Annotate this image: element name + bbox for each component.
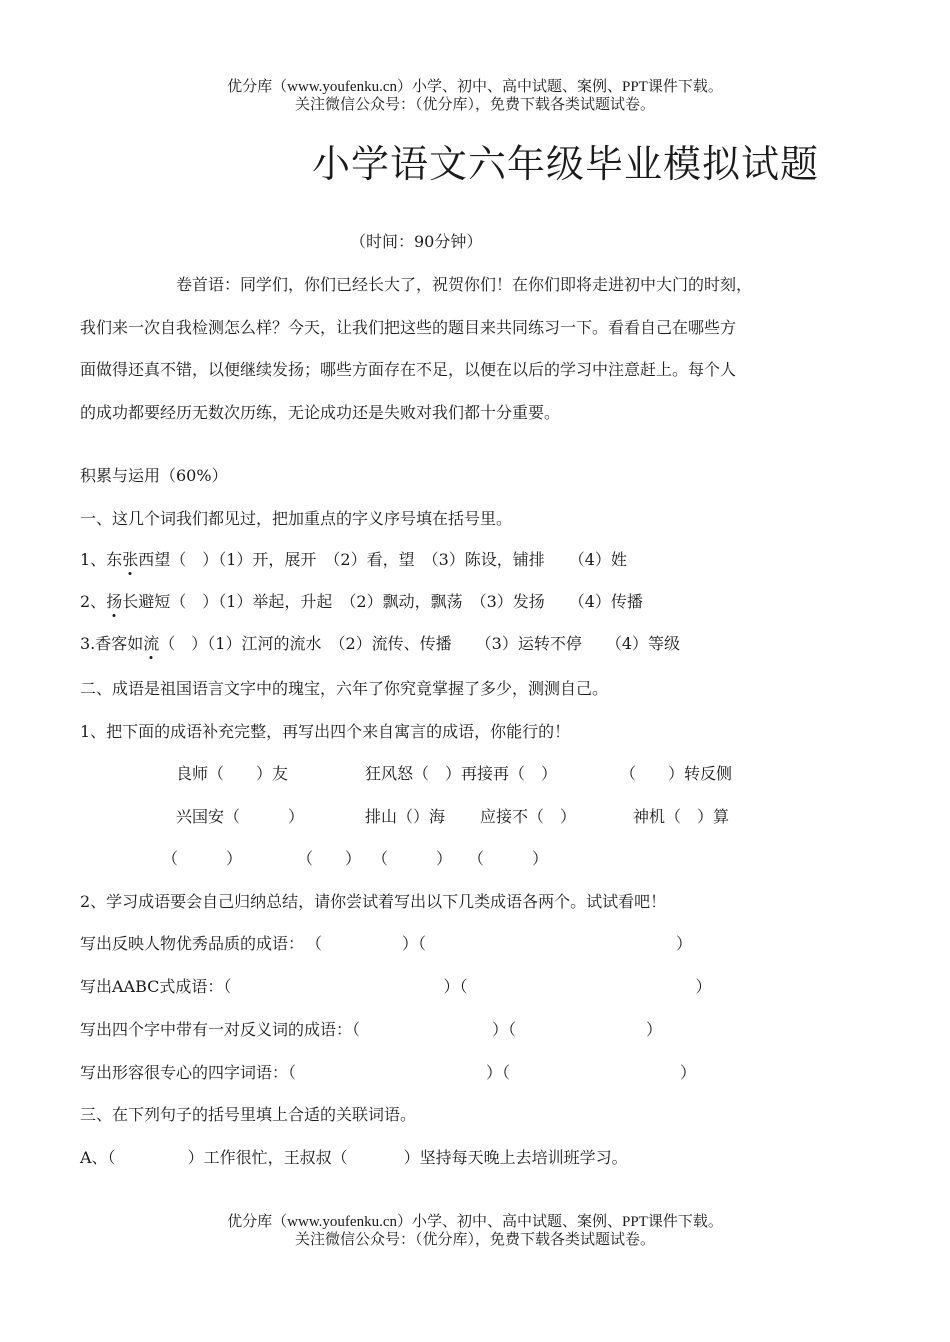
q2-sub1: 1、把下面的成语补充完整，再写出四个来自寓言的成语，你能行的！ xyxy=(80,722,571,741)
intro-line-1: 卷首语：同学们，你们已经长大了，祝贺你们！在你们即将走进初中大门的时刻， xyxy=(176,275,753,294)
header-line-1: 优分库（www.youfenku.cn）小学、初中、高中试题、案例、PPT课件下载。 xyxy=(227,79,723,95)
exam-time: （时间：90分钟） xyxy=(350,232,483,251)
fable-blank: （ ） xyxy=(162,849,243,868)
idiom-item: 神机（ ）算 xyxy=(633,807,730,826)
idiom-item: 排山（）海 xyxy=(365,807,446,826)
q1-item-post: 西望（ ）（1）开，展开 （2）看，望 （3）陈设，铺排 （4）姓 xyxy=(138,550,627,569)
fable-blank: （ ） xyxy=(468,849,549,868)
q1-item xyxy=(80,634,680,654)
section-heading: 积累与运用（60%） xyxy=(80,466,228,485)
emphasized-char: 张 xyxy=(122,550,139,569)
idiom-item: 良师（ ）友 xyxy=(176,764,289,783)
category-row: 写出反映人物优秀品质的成语： （ ）（ ） xyxy=(80,934,693,953)
fable-blank: （ ） xyxy=(372,849,453,868)
idiom-item: 应接不（ ） xyxy=(480,807,577,826)
category-row: 写出形容很专心的四字词语：（ ）（ ） xyxy=(80,1063,697,1082)
q1-item xyxy=(80,550,627,570)
q3-title: 三、在下列句子的括号里填上合适的关联词语。 xyxy=(80,1105,417,1124)
category-row: 写出四个字中带有一对反义词的成语：（ ）（ ） xyxy=(80,1020,663,1039)
idiom-item: （ ）转反侧 xyxy=(620,764,733,783)
idiom-item: 兴国安（ ） xyxy=(176,807,305,826)
page-header xyxy=(0,78,950,114)
category-label: 写出形容很专心的四字词语： xyxy=(80,1063,289,1082)
q3-item-a xyxy=(80,1148,628,1168)
page-title: 小学语文六年级毕业模拟试题 xyxy=(312,142,820,186)
footer-line-2: 关注微信公众号：（优分库），免费下载各类试题试卷。 xyxy=(294,1232,655,1248)
q3-a-part1: A、（ xyxy=(80,1148,116,1167)
q1-item-pre: 3.香客如 xyxy=(80,634,144,653)
q1-item-pre: 1、东 xyxy=(80,550,123,569)
header-line-2: 关注微信公众号：（优分库），免费下载各类试题试卷。 xyxy=(294,97,655,113)
fable-blank: （ ） xyxy=(297,849,362,868)
emphasized-char: 扬 xyxy=(106,592,123,611)
category-label: 写出反映人物优秀品质的成语： xyxy=(80,934,305,953)
q1-title: 一、这几个词我们都见过，把加重点的字义序号填在括号里。 xyxy=(80,509,513,528)
page-footer xyxy=(0,1213,950,1249)
q2-title: 二、成语是祖国语言文字中的瑰宝，六年了你究竟掌握了多少，测测自己。 xyxy=(80,679,609,698)
intro-line-2: 我们来一次自我检测怎么样？今天，让我们把这些的题目来共同练习一下。看看自己在哪些方 xyxy=(80,318,737,337)
q3-a-part3: ）坚持每天晚上去培训班学习。 xyxy=(403,1148,628,1167)
category-label: 写出四个字中带有一对反义词的成语： xyxy=(80,1020,353,1039)
q3-a-part2: ）工作很忙，王叔叔（ xyxy=(187,1148,348,1167)
q1-item xyxy=(80,592,643,612)
intro-line-4: 的成功都要经历无数次历练，无论成功还是失败对我们都十分重要。 xyxy=(80,403,561,422)
q1-item-post: 长避短（ ）（1）举起，升起 （2）飘动，飘荡 （3）发扬 （4）传播 xyxy=(122,592,643,611)
idiom-item: 狂风怒（ ）再接再（ ） xyxy=(365,764,558,783)
footer-line-1: 优分库（www.youfenku.cn）小学、初中、高中试题、案例、PPT课件下载。 xyxy=(227,1214,723,1230)
category-label: 写出AABC式成语： xyxy=(80,977,224,996)
intro-line-3: 面做得还真不错，以便继续发扬；哪些方面存在不足，以便在以后的学习中注意赶上。每个人 xyxy=(80,360,737,379)
category-row: 写出AABC式成语：（ ）（ ） xyxy=(80,977,712,996)
q1-item-post: （ ）（1）江河的流水 （2）流传、传播 （3）运转不停 （4）等级 xyxy=(159,634,681,653)
q1-item-pre: 2、 xyxy=(80,592,107,611)
q2-sub2: 2、学习成语要会自己归纳总结，请你尝试着写出以下几类成语各两个。试试看吧！ xyxy=(80,892,667,911)
emphasized-char: 流 xyxy=(143,634,160,653)
